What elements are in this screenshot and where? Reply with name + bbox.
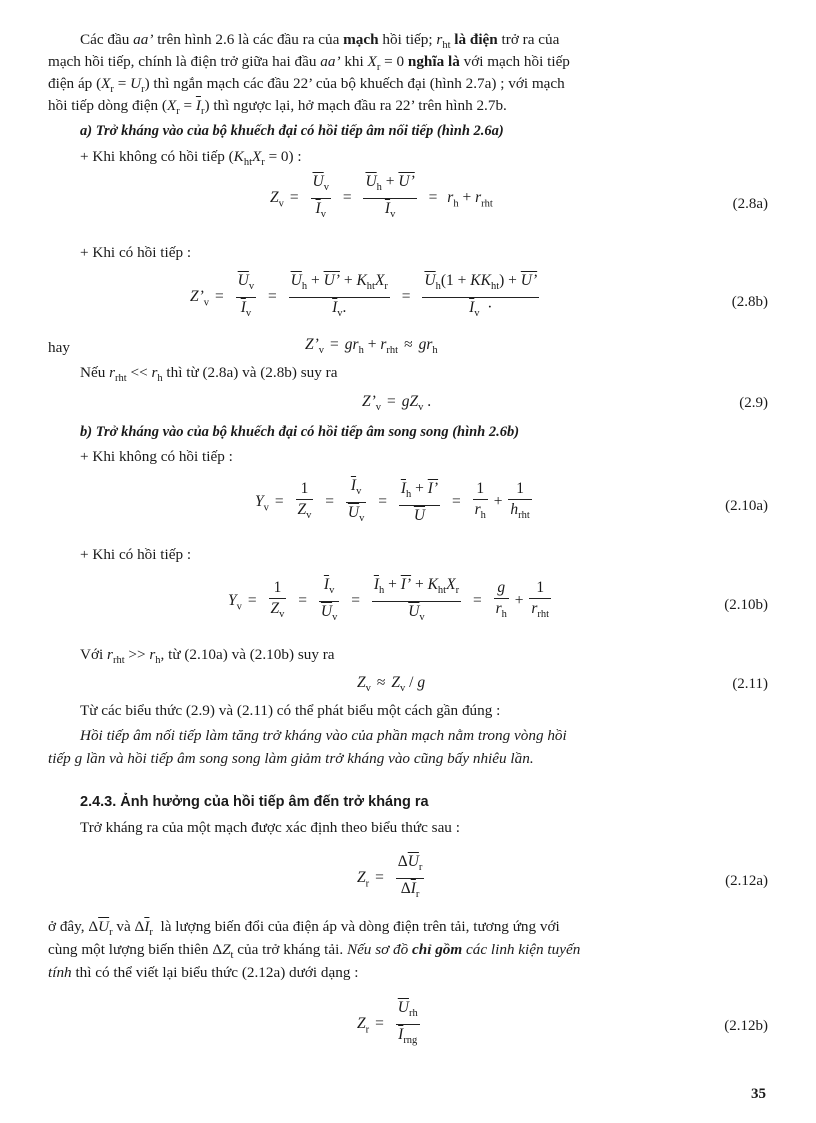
equation-2-11: $Z_v \approx Z_v / g$: [357, 674, 426, 695]
equation-2-10b: $Y_v$ = $\frac{1}{Z_v}$ = $\frac{\overline{I}_v}{\overline{U}_v}$ = $\frac{\overline{I}_h + I’ + K_{ht}X_r}{\overline{U}_v}$ = $\frac{g}{r_h}$ + $\frac{1}{r_{rht}}$: [228, 576, 550, 624]
equation-2-9: $Z’_v = gZ_v$ .: [362, 393, 432, 414]
section-b-case1: + Khi không có hồi tiếp :: [80, 448, 233, 465]
section-a-case1: + Khi không có hồi tiếp $(K_{ht}X_r = 0)$ :: [80, 148, 302, 169]
conclusion-line: Từ các biểu thức (2.9) và (2.11) có thể phát biểu một cách gần đúng :: [80, 702, 501, 719]
equation-number-2-9: (2.9): [739, 395, 768, 411]
section-243-text-2: cùng một lượng biến thiên $\Delta Z_t$ của trở kháng tải. Nếu sơ đồ chỉ gồm các linh kiện tuyến: [48, 941, 581, 962]
section-243-intro: Trở kháng ra của một mạch được xác định theo biểu thức sau :: [80, 819, 460, 836]
equation-number-2-10b: (2.10b): [724, 597, 768, 613]
equation-2-12a: $Z_r$ = $\frac{\Delta\overline{U}_r}{\Delta\overline{I}_r}$: [357, 853, 423, 901]
section-b-title: b) Trở kháng vào của bộ khuếch đại có hồi tiếp âm song song (hình 2.6b): [80, 424, 520, 440]
section-heading-2-4-3: 2.4.3. Ảnh hưởng của hồi tiếp âm đến trở kháng ra: [80, 794, 429, 810]
equation-2-8a: $Z_v$ = $\frac{\overline{U}_v}{\overline{I}_v}$ = $\frac{\overline{U}_h + U’}{\overline{I}_v}$ = $r_h + r_{rht}$: [270, 173, 493, 221]
equation-2-10a: $Y_v$ = $\frac{1}{Z_v}$ = $\frac{\overline{I}_v}{\overline{U}_v}$ = $\frac{\overline{I}_h + I’}{U}$ = $\frac{1}{r_h}$ + $\frac{1}{h_{rht}}$: [255, 477, 530, 525]
equation-number-2-12a: (2.12a): [725, 873, 768, 889]
section-243-text-1: ở đây, $\Delta\overline{U}_r$ và $\Delta\overline{I}_r$ là lượng biến đổi của điện áp và dòng điện trên tải, tương ứng với: [48, 918, 560, 939]
intro-line-2: mạch hồi tiếp, chính là điện trở giữa hai đầu aa’ khi $X_r = 0$ nghĩa là với mạch hồi tiếp: [48, 53, 570, 74]
statement-line-1: Hồi tiếp âm nối tiếp làm tăng trở kháng vào của phần mạch nằm trong vòng hồi: [80, 727, 567, 744]
intro-line-3: điện áp $(X_r = U_r)$ thì ngắn mạch các đầu 22’ của bộ khuếch đại (hình 2.7a) ; với mạch: [48, 75, 565, 96]
equation-hay: $Z’_v = gr_h + r_{rht} \approx gr_h$: [305, 336, 438, 357]
equation-number-2-11: (2.11): [732, 676, 768, 692]
statement-line-2: tiếp g lần và hồi tiếp âm song song làm giảm trở kháng vào cũng bấy nhiêu lần.: [48, 750, 534, 767]
equation-number-2-10a: (2.10a): [725, 498, 768, 514]
equation-number-2-12b: (2.12b): [724, 1018, 768, 1034]
page-number: 35: [751, 1086, 766, 1102]
section-a-case2: + Khi có hồi tiếp :: [80, 244, 192, 261]
equation-number-2-8b: (2.8b): [731, 294, 768, 310]
section-243-text-3: tính thì có thể viết lại biểu thức (2.12a) dưới dạng :: [48, 964, 359, 981]
hay-label: hay: [48, 339, 70, 356]
neu-line: Nếu $r_{rht} << r_h$ thì từ (2.8a) và (2.8b) suy ra: [80, 364, 338, 385]
section-b-case2: + Khi có hồi tiếp :: [80, 546, 192, 563]
voi-line: Với $r_{rht} >> r_h$, từ (2.10a) và (2.10b) suy ra: [80, 646, 335, 667]
equation-number-2-8a: (2.8a): [732, 196, 768, 212]
intro-line-1: Các đầu aa’ trên hình 2.6 là các đầu ra của mạch hồi tiếp; $r_{ht}$ là điện trở ra của: [80, 31, 560, 52]
section-a-title: a) Trở kháng vào của bộ khuếch đại có hồi tiếp âm nối tiếp (hình 2.6a): [80, 123, 504, 139]
equation-2-8b: $Z’_v$ = $\frac{\overline{U}_v}{\overline{I}_v}$ = $\frac{\overline{U}_h + U’ + K_{ht}X_r}{\overline{I}_v.}$ = $\frac{\overline{U}_h(1 + KK_{ht}) + U’}{\overline{I}_v \cdot}$: [190, 272, 538, 320]
equation-2-12b: $Z_r$ = $\frac{\overline{U}_{rh}}{\overline{I}_{rng}}$: [357, 999, 418, 1047]
intro-line-4: hồi tiếp dòng điện $(X_r = \overline{I}_r)$ thì ngược lại, hở mạch đầu ra 22’ trên hình 2.7b.: [48, 97, 507, 118]
